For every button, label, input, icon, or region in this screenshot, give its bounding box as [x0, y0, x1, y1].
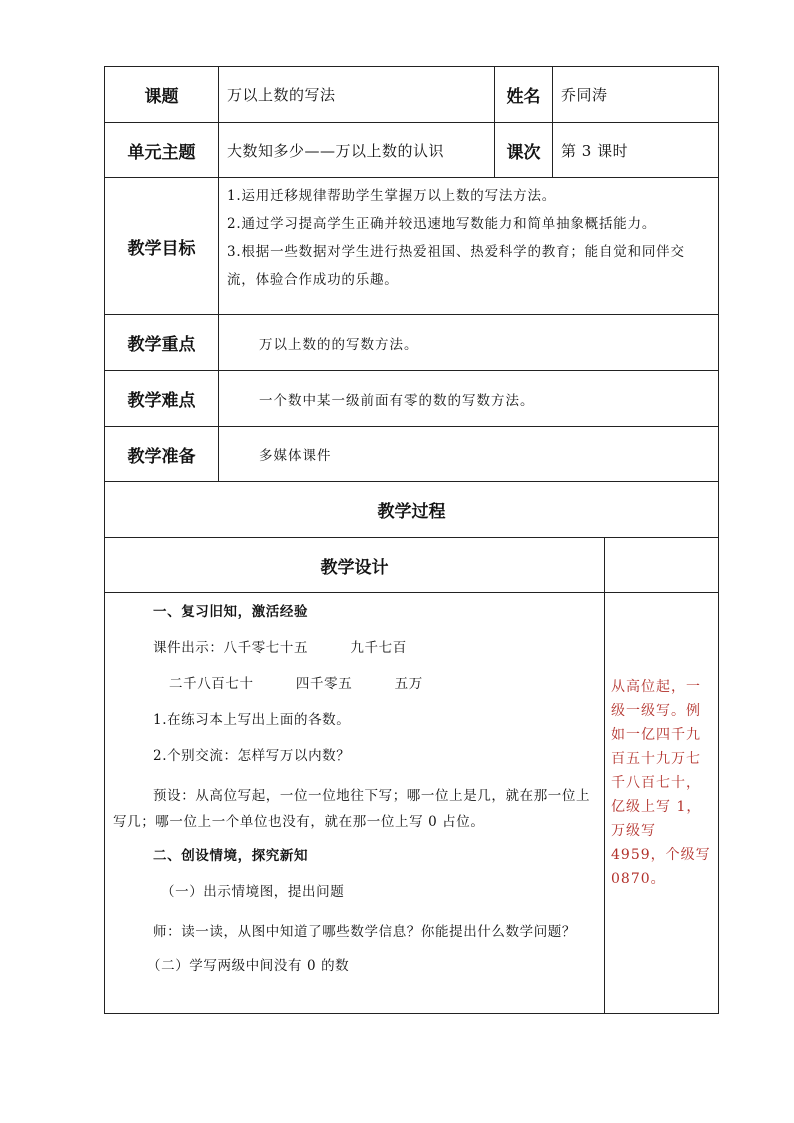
row-process-content — [105, 593, 719, 1014]
row-design-title — [105, 538, 719, 593]
name-label: 姓名 — [495, 67, 553, 123]
process-line: （二）学写两级中间没有 0 的数 — [147, 958, 350, 974]
row-key-point — [105, 315, 719, 371]
row-preparation — [105, 427, 719, 482]
key-point-label: 教学重点 — [105, 315, 219, 371]
process-line: （一）出示情境图，提出问题 — [161, 884, 345, 900]
preparation-label: 教学准备 — [105, 427, 219, 482]
process-line: 预设：从高位写起，一位一位地往下写；哪一位上是几，就在那一位上写几；哪一位上一个单位也没有，就在那一位上写 0 占位。 — [113, 788, 591, 830]
process-content — [105, 593, 605, 1014]
process-line: 二千八百七十 四千零五 五万 — [169, 676, 423, 692]
design-title: 教学设计 — [105, 538, 605, 593]
difficulty-value: 一个数中某一级前面有零的数的写数方法。 — [219, 371, 719, 427]
process-title: 教学过程 — [105, 482, 719, 538]
lesson-value: 第 3 课时 — [553, 123, 719, 178]
preparation-value: 多媒体课件 — [219, 427, 719, 482]
row-unit — [105, 123, 719, 178]
notes-header-cell — [605, 538, 719, 593]
unit-value: 大数知多少——万以上数的认识 — [219, 123, 495, 178]
process-line: 2.个别交流：怎样写万以内数？ — [153, 748, 351, 764]
unit-label: 单元主题 — [105, 123, 219, 178]
row-difficulty — [105, 371, 719, 427]
process-line: 1.在练习本上写出上面的各数。 — [153, 712, 351, 728]
goal-item: 2.通过学习提高学生正确并较迅速地写数能力和简单抽象概括能力。 — [227, 216, 657, 232]
process-line: 课件出示：八千零七十五 九千七百 — [153, 640, 407, 656]
topic-label: 课题 — [105, 67, 219, 123]
teaching-note: 从高位起，一级一级写。例如一亿四千九百五十九万七千八百七十，亿级上写 1，万级写 4959，个级写 0870。 — [605, 593, 719, 1014]
lesson-label: 课次 — [495, 123, 553, 178]
lesson-plan-table — [104, 66, 719, 1014]
goal-item: 1.运用迁移规律帮助学生掌握万以上数的写法方法。 — [227, 188, 557, 204]
difficulty-label: 教学难点 — [105, 371, 219, 427]
goal-item: 3.根据一些数据对学生进行热爱祖国、热爱科学的教育；能自觉和同伴交流，体验合作成功的乐趣。 — [227, 244, 685, 288]
key-point-value: 万以上数的的写数方法。 — [219, 315, 719, 371]
process-line: 师：读一读，从图中知道了哪些数学信息？你能提出什么数学问题？ — [153, 924, 576, 940]
row-topic — [105, 67, 719, 123]
row-goals — [105, 178, 719, 315]
section-heading: 一、复习旧知，激活经验 — [153, 604, 309, 620]
section-heading: 二、创设情境，探究新知 — [153, 848, 309, 864]
name-value: 乔同涛 — [553, 67, 719, 123]
topic-value: 万以上数的写法 — [219, 67, 495, 123]
goals-content — [219, 178, 719, 315]
goals-label: 教学目标 — [105, 178, 219, 315]
row-process-title — [105, 482, 719, 538]
